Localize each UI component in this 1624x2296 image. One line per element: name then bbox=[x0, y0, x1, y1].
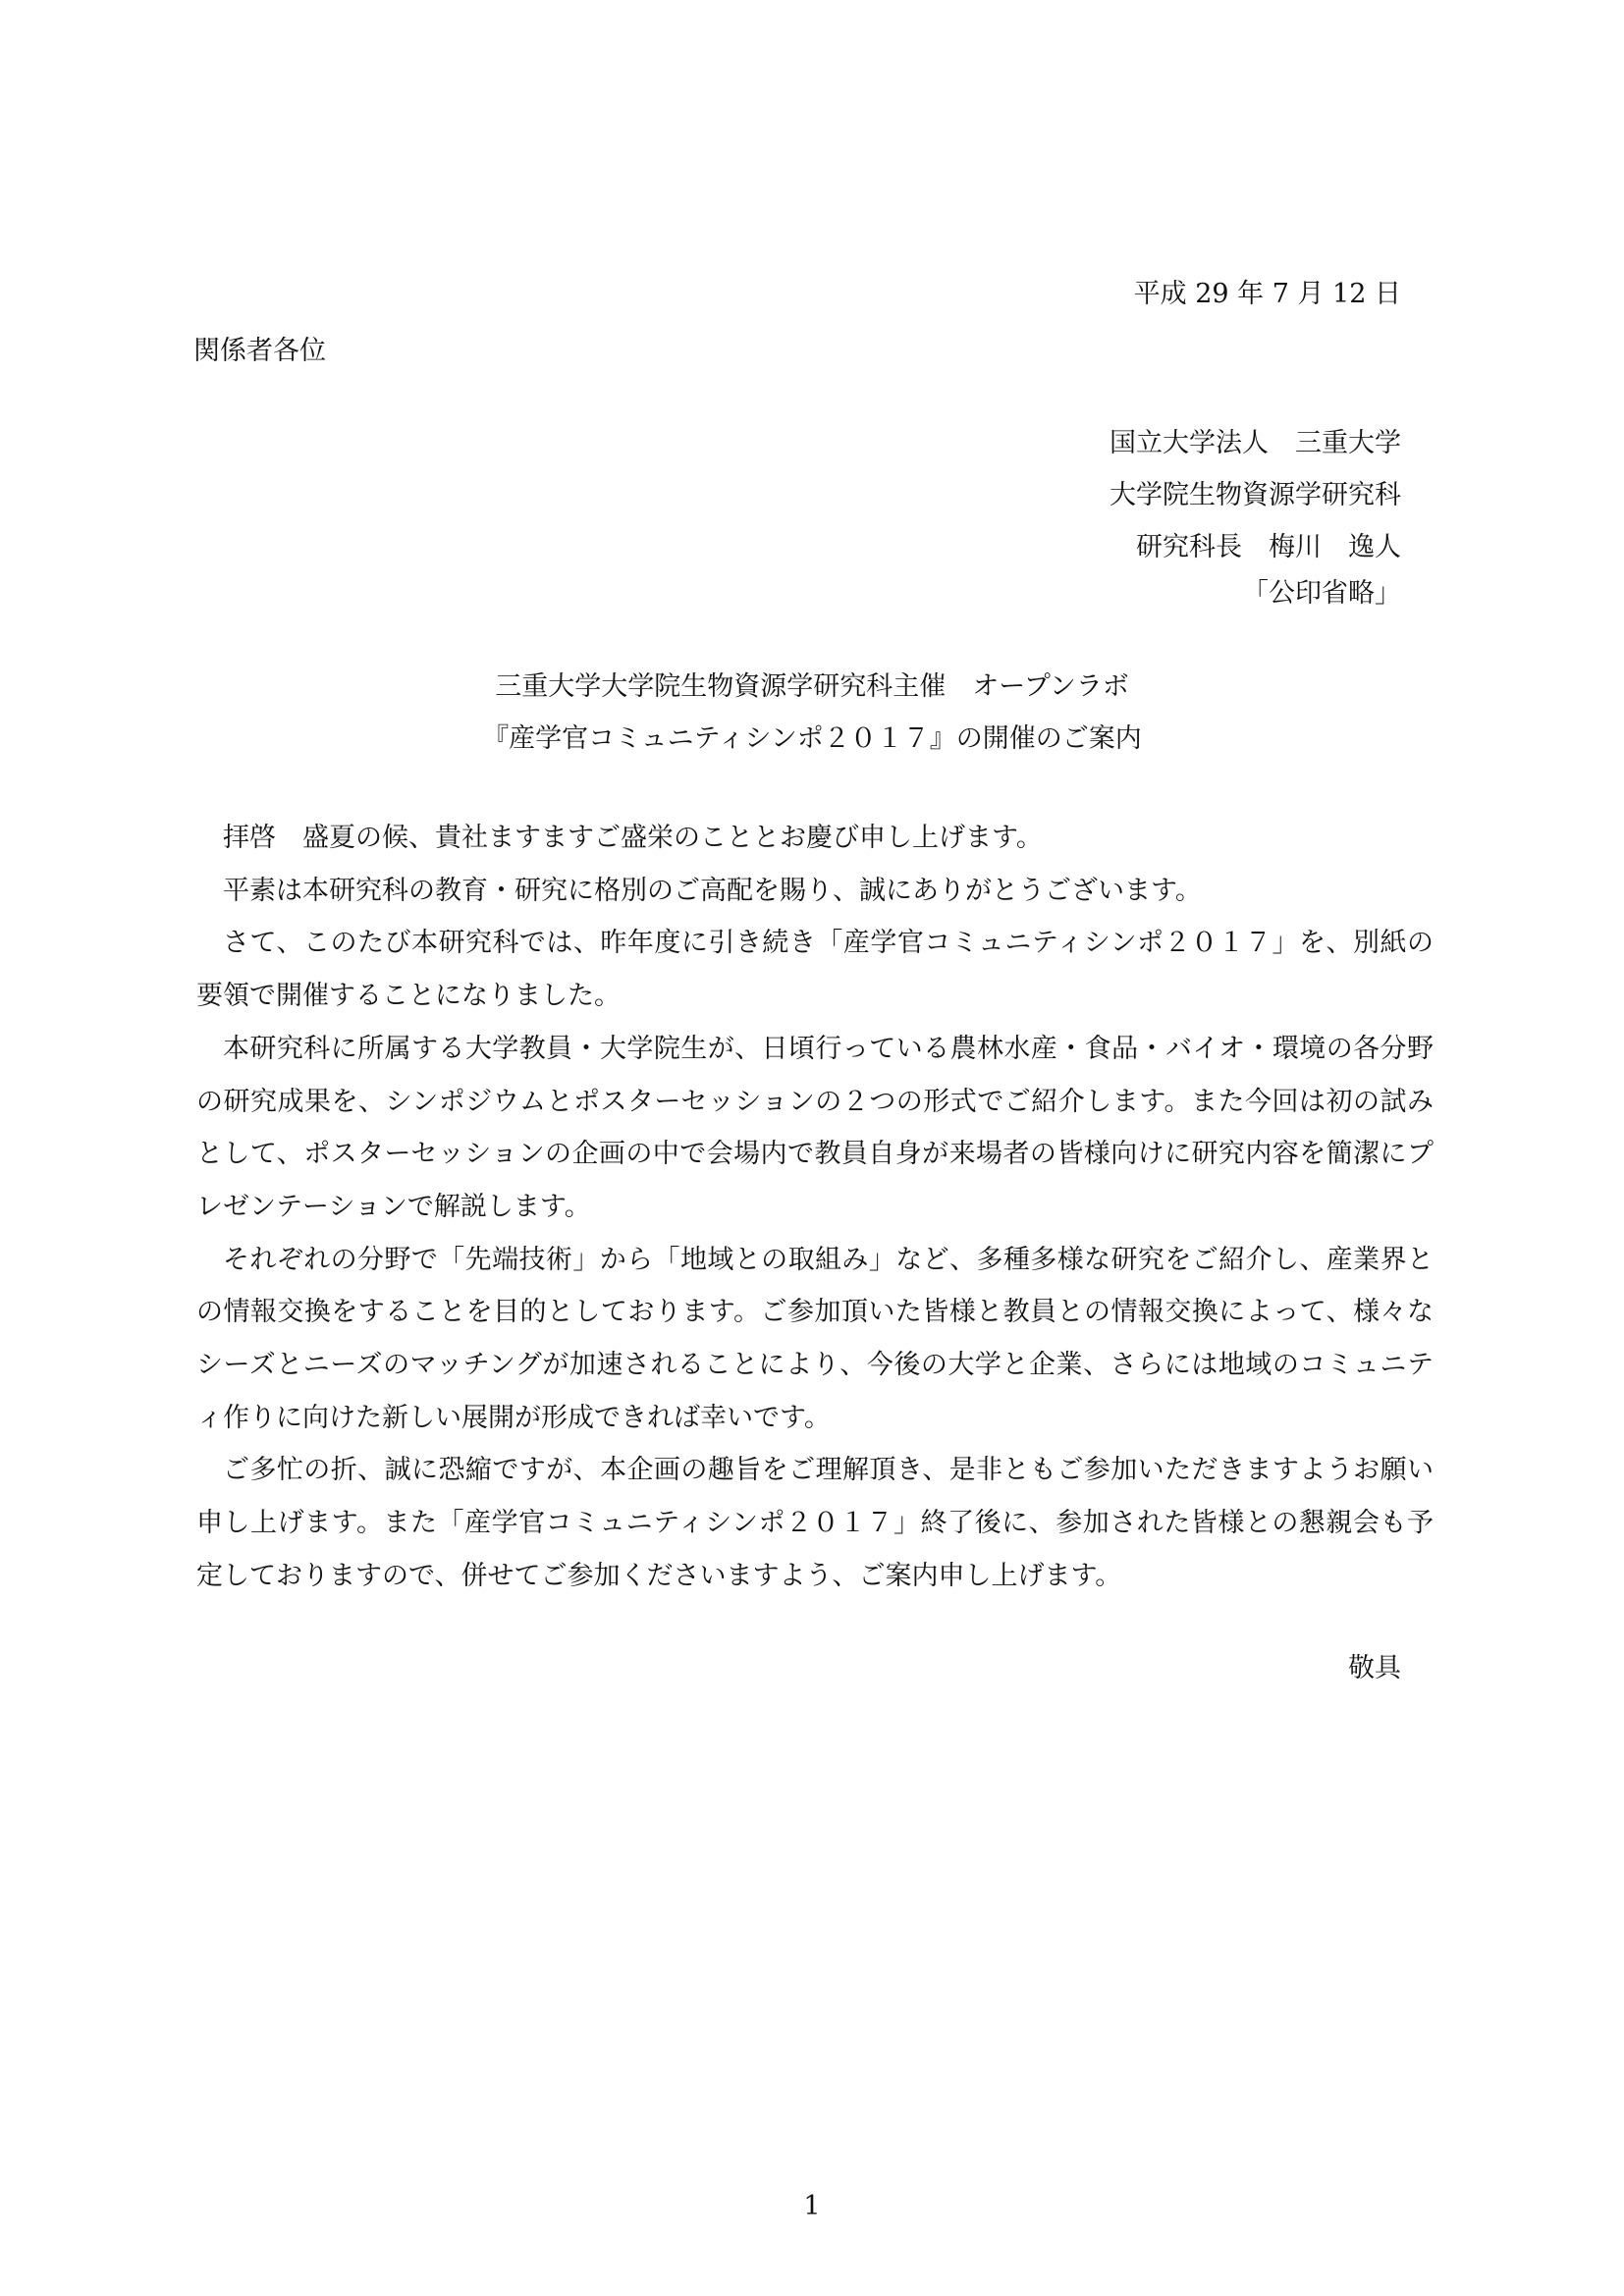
seal-omitted-note: 「公印省略」 bbox=[1242, 578, 1401, 609]
sender-department: 大学院生物資源学研究科 bbox=[1110, 480, 1401, 510]
addressee: 関係者各位 bbox=[193, 336, 326, 366]
title-line-1: 三重大学大学院生物資源学研究科主催 オープンラボ bbox=[495, 671, 1129, 702]
closing-salutation: 敬具 bbox=[1348, 1653, 1401, 1683]
paragraph-thanks: 平素は本研究科の教育・研究に格別のご高配を賜り、誠にありがとうございます。 bbox=[223, 875, 1202, 906]
sender-organization: 国立大学法人 三重大学 bbox=[1110, 428, 1401, 458]
paragraph-content: 本研究科に所属する大学教員・大学院生が、日頃行っている農林水産・食品・バイオ・環境の各分野の研究成果を、シンポジウムとポスターセッションの２つの形式でご紹介します。また今回は初の試みとして、ポスターセッションの企画の中で会場内で教員自身が来場者の皆様向けに研究内容を簡潔にプレゼンテーションで解説します。 bbox=[196, 1033, 1434, 1222]
letter-date: 平成 29 年 7 月 12 日 bbox=[1133, 279, 1401, 309]
sender-dean: 研究科長 梅川 逸人 bbox=[1136, 532, 1401, 562]
letter-body bbox=[196, 812, 1434, 1603]
paragraph-announcement: さて、このたび本研究科では、昨年度に引き続き「産学官コミュニティシンポ２０１７」を、別紙の要領で開催することになりました。 bbox=[196, 928, 1434, 1012]
title-line-2: 『産学官コミュニティシンポ２０１７』の開催のご案内 bbox=[482, 723, 1142, 754]
page-number: 1 bbox=[803, 2191, 821, 2221]
paragraph-request: ご多忙の折、誠に恐縮ですが、本企画の趣旨をご理解頂き、是非ともご参加いただきますようお願い申し上げます。また「産学官コミュニティシンポ２０１７」終了後に、参加された皆様との懇親会も予定しておりますので、併せてご参加くださいますよう、ご案内申し上げます。 bbox=[196, 1455, 1434, 1591]
paragraph-purpose: それぞれの分野で「先端技術」から「地域との取組み」など、多種多様な研究をご紹介し、産業界との情報交換をすることを目的としております。ご参加頂いた皆様と教員との情報交換によって、様々なシーズとニーズのマッチングが加速されることにより、今後の大学と企業、さらには地域のコミュニティ作りに向けた新しい展開が形成できれば幸いです。 bbox=[196, 1244, 1434, 1433]
paragraph-greeting: 拝啓 盛夏の候、貴社ますますご盛栄のこととお慶び申し上げます。 bbox=[223, 823, 1043, 853]
